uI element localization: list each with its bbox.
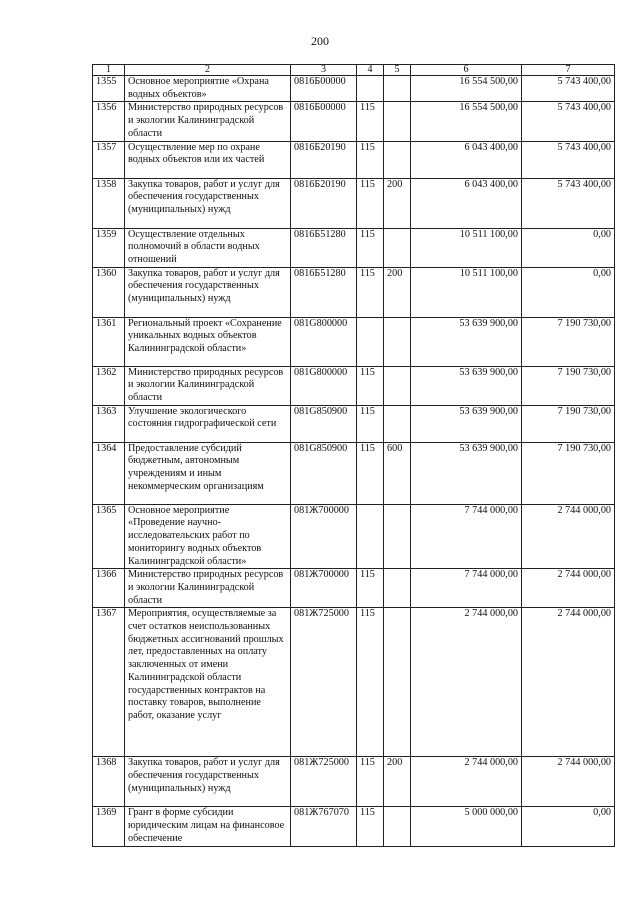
budget-code: 0816Б51280: [291, 228, 357, 267]
row-number: 1364: [93, 442, 125, 504]
amount-col7: 2 744 000,00: [522, 608, 615, 757]
row-number: 1369: [93, 807, 125, 847]
ministry-code: 115: [357, 228, 384, 267]
budget-code: 081G850900: [291, 442, 357, 504]
budget-code: 081Ж725000: [291, 608, 357, 757]
expense-type-code: [384, 504, 411, 569]
expense-type-code: 200: [384, 757, 411, 807]
ministry-code: 115: [357, 178, 384, 228]
amount-col7: 2 744 000,00: [522, 504, 615, 569]
table-row: [93, 141, 615, 178]
amount-col7: 5 743 400,00: [522, 102, 615, 141]
amount-col7: 7 190 730,00: [522, 366, 615, 405]
budget-code: 0816Б20190: [291, 141, 357, 178]
row-name: Основное мероприятие «Проведение научно-исследовательских работ по мониторингу водных объектов Калининградской области»: [125, 504, 291, 569]
table-row: [93, 757, 615, 807]
header-row: [93, 65, 615, 76]
expense-type-code: [384, 228, 411, 267]
amount-col7: 7 190 730,00: [522, 405, 615, 442]
expense-type-code: [384, 141, 411, 178]
amount-col6: 2 744 000,00: [411, 757, 522, 807]
row-number: 1358: [93, 178, 125, 228]
budget-code: 081Ж700000: [291, 504, 357, 569]
row-number: 1368: [93, 757, 125, 807]
row-name: Министерство природных ресурсов и экологии Калининградской области: [125, 569, 291, 608]
page-number: 200: [311, 34, 329, 48]
amount-col6: 10 511 100,00: [411, 228, 522, 267]
column-header: 7: [522, 65, 615, 76]
ministry-code: 115: [357, 569, 384, 608]
amount-col6: 7 744 000,00: [411, 569, 522, 608]
amount-col6: 53 639 900,00: [411, 366, 522, 405]
amount-col6: 7 744 000,00: [411, 504, 522, 569]
row-number: 1362: [93, 366, 125, 405]
row-number: 1360: [93, 267, 125, 317]
amount-col7: 5 743 400,00: [522, 178, 615, 228]
expense-type-code: 200: [384, 267, 411, 317]
budget-code: 0816Б00000: [291, 102, 357, 141]
row-name: Региональный проект «Сохранение уникальных водных объектов Калининградской области»: [125, 317, 291, 366]
amount-col6: 16 554 500,00: [411, 102, 522, 141]
amount-col7: 7 190 730,00: [522, 317, 615, 366]
ministry-code: 115: [357, 141, 384, 178]
table-row: [93, 178, 615, 228]
budget-code: 081Ж767070: [291, 807, 357, 847]
budget-code: 081Ж725000: [291, 757, 357, 807]
budget-code: 081G800000: [291, 366, 357, 405]
table-row: [93, 317, 615, 366]
row-number: 1355: [93, 76, 125, 102]
row-number: 1365: [93, 504, 125, 569]
ministry-code: 115: [357, 102, 384, 141]
row-name: Закупка товаров, работ и услуг для обеспечения государственных (муниципальных) нужд: [125, 267, 291, 317]
table-row: [93, 569, 615, 608]
row-number: 1361: [93, 317, 125, 366]
budget-code: 0816Б20190: [291, 178, 357, 228]
row-number: 1357: [93, 141, 125, 178]
amount-col6: 53 639 900,00: [411, 317, 522, 366]
column-header: 4: [357, 65, 384, 76]
ministry-code: [357, 76, 384, 102]
expense-type-code: [384, 569, 411, 608]
row-name: Закупка товаров, работ и услуг для обеспечения государственных (муниципальных) нужд: [125, 757, 291, 807]
budget-code: 0816Б51280: [291, 267, 357, 317]
table-row: [93, 504, 615, 569]
ministry-code: [357, 317, 384, 366]
amount-col7: 0,00: [522, 228, 615, 267]
row-number: 1366: [93, 569, 125, 608]
expense-type-code: [384, 405, 411, 442]
budget-table: [92, 64, 615, 847]
ministry-code: [357, 504, 384, 569]
ministry-code: 115: [357, 366, 384, 405]
expense-type-code: [384, 608, 411, 757]
budget-code: 081Ж700000: [291, 569, 357, 608]
column-header: 1: [93, 65, 125, 76]
row-name: Основное мероприятие «Охрана водных объектов»: [125, 76, 291, 102]
column-header: 3: [291, 65, 357, 76]
table-row: [93, 102, 615, 141]
column-header: 2: [125, 65, 291, 76]
expense-type-code: 600: [384, 442, 411, 504]
expense-type-code: [384, 807, 411, 847]
table-row: [93, 442, 615, 504]
amount-col6: 53 639 900,00: [411, 442, 522, 504]
budget-code: 081G850900: [291, 405, 357, 442]
table-row: [93, 366, 615, 405]
row-number: 1359: [93, 228, 125, 267]
table-row: [93, 405, 615, 442]
amount-col7: 7 190 730,00: [522, 442, 615, 504]
row-number: 1356: [93, 102, 125, 141]
row-name: Осуществление мер по охране водных объектов или их частей: [125, 141, 291, 178]
amount-col7: 0,00: [522, 267, 615, 317]
expense-type-code: [384, 317, 411, 366]
ministry-code: 115: [357, 405, 384, 442]
ministry-code: 115: [357, 267, 384, 317]
amount-col6: 6 043 400,00: [411, 141, 522, 178]
expense-type-code: [384, 102, 411, 141]
row-name: Осуществление отдельных полномочий в области водных отношений: [125, 228, 291, 267]
amount-col7: 5 743 400,00: [522, 76, 615, 102]
row-name: Министерство природных ресурсов и экологии Калининградской области: [125, 102, 291, 141]
amount-col7: 2 744 000,00: [522, 757, 615, 807]
amount-col6: 10 511 100,00: [411, 267, 522, 317]
table-row: [93, 76, 615, 102]
table-row: [93, 267, 615, 317]
amount-col6: 5 000 000,00: [411, 807, 522, 847]
column-header: 6: [411, 65, 522, 76]
row-name: Предоставление субсидий бюджетным, автономным учреждениям и иным некоммерческим организациям: [125, 442, 291, 504]
ministry-code: 115: [357, 442, 384, 504]
amount-col7: 5 743 400,00: [522, 141, 615, 178]
amount-col7: 0,00: [522, 807, 615, 847]
row-name: Улучшение экологического состояния гидрографической сети: [125, 405, 291, 442]
table-row: [93, 608, 615, 757]
amount-col6: 6 043 400,00: [411, 178, 522, 228]
row-name: Мероприятия, осуществляемые за счет остатков неиспользованных бюджетных ассигнований прошлых лет, предоставленных на оплату заключенных от имени Калининградской области государственных контрактов на поставку товаров, выполнение работ, оказание услуг: [125, 608, 291, 757]
expense-type-code: [384, 366, 411, 405]
row-name: Министерство природных ресурсов и экологии Калининградской области: [125, 366, 291, 405]
row-name: Грант в форме субсидии юридическим лицам на финансовое обеспечение: [125, 807, 291, 847]
ministry-code: 115: [357, 608, 384, 757]
expense-type-code: [384, 76, 411, 102]
amount-col6: 2 744 000,00: [411, 608, 522, 757]
expense-type-code: 200: [384, 178, 411, 228]
row-number: 1363: [93, 405, 125, 442]
ministry-code: 115: [357, 757, 384, 807]
table-row: [93, 228, 615, 267]
column-header: 5: [384, 65, 411, 76]
amount-col6: 16 554 500,00: [411, 76, 522, 102]
budget-code: 0816Б00000: [291, 76, 357, 102]
ministry-code: 115: [357, 807, 384, 847]
budget-code: 081G800000: [291, 317, 357, 366]
row-name: Закупка товаров, работ и услуг для обеспечения государственных (муниципальных) нужд: [125, 178, 291, 228]
table-row: [93, 807, 615, 847]
row-number: 1367: [93, 608, 125, 757]
amount-col7: 2 744 000,00: [522, 569, 615, 608]
amount-col6: 53 639 900,00: [411, 405, 522, 442]
